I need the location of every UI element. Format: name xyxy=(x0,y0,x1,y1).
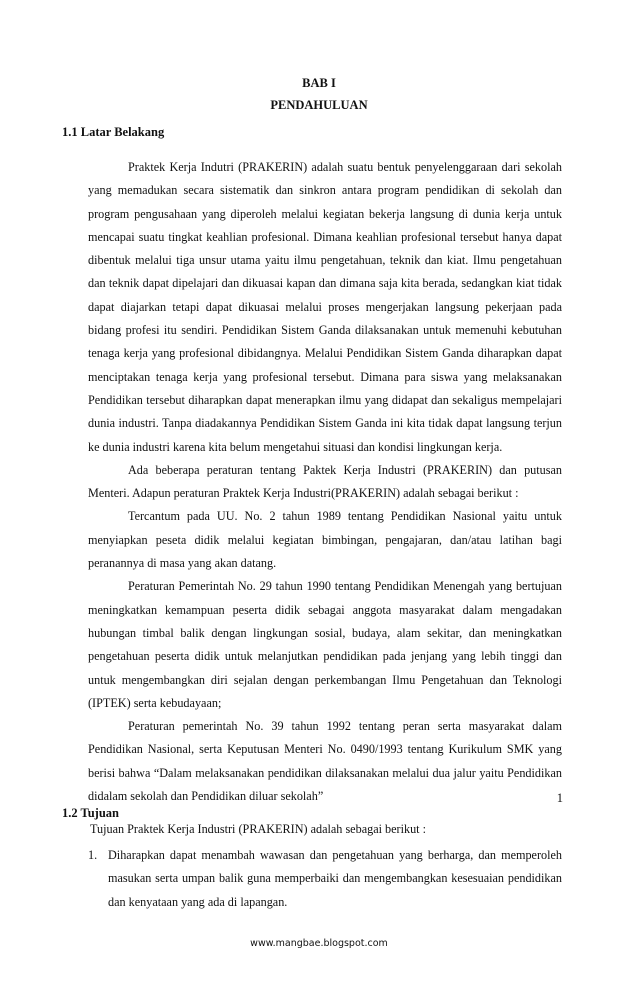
section-body-latar-belakang xyxy=(88,156,562,808)
list-item-text: Diharapkan dapat menambah wawasan dan pengetahuan yang berharga, dan memperoleh masukan serta umpan balik guna memperbaiki dan mengembangkan kesesuaian pendidikan dan kenyataan yang ada di lapangan. xyxy=(108,848,562,909)
section-heading-latar-belakang: 1.1 Latar Belakang xyxy=(62,125,165,139)
chapter-number: BAB I xyxy=(302,76,336,90)
paragraph: Tercantum pada UU. No. 2 tahun 1989 tentang Pendidikan Nasional yaitu untuk menyiapkan peseta didik melalui kegiatan bimbingan, pengajaran, dan/atau latihan bagi peranannya di masa yang akan datang. xyxy=(88,509,562,571)
footer-url: www.mangbae.blogspot.com xyxy=(250,938,388,949)
paragraph: Peraturan pemerintah No. 39 tahun 1992 tentang peran serta masyarakat dalam Pendidikan Nasional, serta Keputusan Menteri No. 0490/1993 tentang Kurikulum SMK yang berisi bahwa “Dalam melaksanakan pendidikan dilaksanakan melalui dua jalur yaitu Pendidikan didalam sekolah dan Pendidikan diluar sekolah” xyxy=(88,719,562,804)
tujuan-list xyxy=(88,844,562,914)
list-item xyxy=(88,844,562,914)
paragraph: Praktek Kerja Indutri (PRAKERIN) adalah suatu bentuk penyelenggaraan dari sekolah yang memadukan secara sistematik dan sinkron antara program pendidikan di sekolah dan program pengusahaan yang diperoleh melalui kegiatan bekerja langsung di dunia kerja untuk mencapai suatu tingkat keahlian profesional. Dimana keahlian profesional tersebut hanya dapat dibentuk melalui tiga unsur utama yaitu ilmu pengetahuan, teknik dan kiat. Ilmu pengetahuan dan teknik dapat dipelajari dan dikuasai kapan dan dimana saja kita berada, sedangkan kiat tidak dapat diajarkan tetapi dapat dikuasai melalui proses mengerjakan langsung pekerjaan pada bidang profesi itu sendiri. Pendidikan Sistem Ganda dilaksanakan untuk memenuhi kebutuhan tenaga kerja yang profesional dibidangnya. Melalui Pendidikan Sistem Ganda diharapkan dapat menciptakan tenaga kerja yang profesional tersebut. Dimana para siswa yang melaksanakan Pendidikan tersebut diharapkan dapat menerapkan ilmu yang didapat dan sekaligus mempelajari dunia industri. Tanpa diadakannya Pendidikan Sistem Ganda ini kita tidak dapat langsung terjun ke dunia industri karena kita belum mengetahui situasi dan kondisi lingkungan kerja. xyxy=(88,160,562,454)
paragraph: Peraturan Pemerintah No. 29 tahun 1990 tentang Pendidikan Menengah yang bertujuan meningkatkan kemampuan peserta didik sebagai anggota masyarakat dalam mengadakan hubungan timbal balik dengan lingkungan sosial, budaya, alam sekitar, dan meningkatkan pengetahuan peserta didik untuk melanjutkan pendidikan pada jenjang yang lebih tinggi dan untuk mengembangkan diri sejalan dengan perkembangan Ilmu Pengetahuan dan Teknologi (IPTEK) serta kebudayaan; xyxy=(88,579,562,710)
page-number: 1 xyxy=(556,791,563,805)
paragraph: Ada beberapa peraturan tentang Paktek Kerja Industri (PRAKERIN) dan putusan Menteri. Adapun peraturan Praktek Kerja Industri(PRAKERIN) adalah sebagai berikut : xyxy=(88,462,562,501)
section-heading-tujuan: 1.2 Tujuan xyxy=(62,806,119,820)
chapter-title: PENDAHULUAN xyxy=(270,98,368,112)
list-item-number: 1. xyxy=(88,848,98,862)
tujuan-intro: Tujuan Praktek Kerja Industri (PRAKERIN) adalah sebagai berikut : xyxy=(90,822,426,836)
